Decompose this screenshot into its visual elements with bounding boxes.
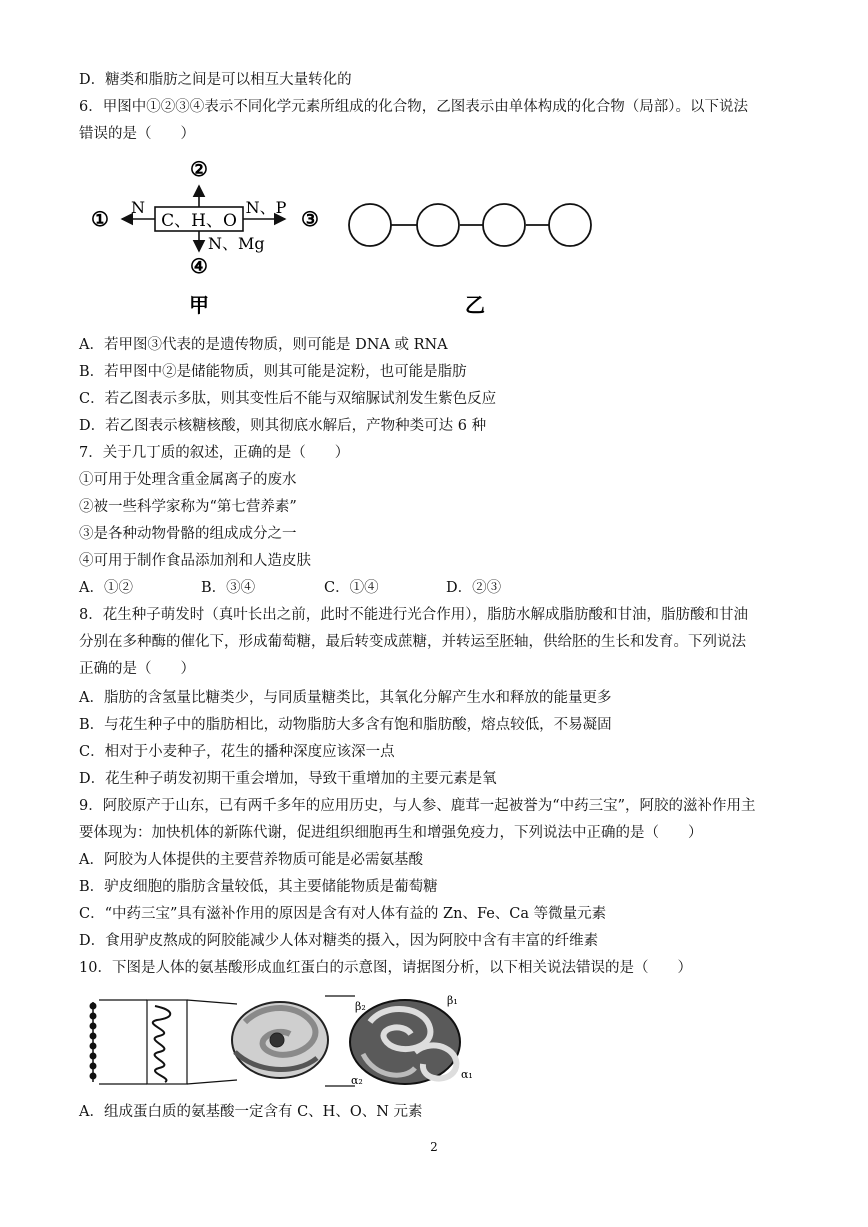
q7-option-a: A．①② <box>79 580 133 596</box>
caption-jia: 甲 <box>189 293 209 317</box>
label-1: ① <box>91 207 109 231</box>
q9-stem-line1: 9．阿胶原产于山东，已有两千多年的应用历史，与人参、鹿茸一起被誉为“中药三宝”，阿胶的滋补作用主 <box>79 798 756 814</box>
q8-option-b: B．与花生种子中的脂肪相比，动物脂肪大多含有饱和脂肪酸，熔点较低，不易凝固 <box>79 717 612 733</box>
beta2-label: β₂ <box>355 1000 366 1013</box>
q7-item-3: ③是各种动物骨骼的组成成分之一 <box>79 526 297 542</box>
beta1-label: β₁ <box>447 994 458 1007</box>
q8-option-c: C．相对于小麦种子，花生的播种深度应该深一点 <box>79 744 395 760</box>
q6-stem-line1: 6．甲图中①②③④表示不同化学元素所组成的化合物，乙图表示由单体构成的化合物（局部）。以下说法 <box>79 99 748 115</box>
q6-option-d: D．若乙图表示核糖核酸，则其彻底水解后，产物种类可达 6 种 <box>79 418 487 434</box>
q7-options <box>79 578 501 598</box>
page-number: 2 <box>430 1140 438 1154</box>
q9-option-b: B．驴皮细胞的脂肪含量较低，其主要储能物质是葡萄糖 <box>79 879 438 895</box>
q9-option-d: D．食用驴皮熬成的阿胶能减少人体对糖类的摄入，因为阿胶中含有丰富的纤维素 <box>79 933 599 949</box>
q8-stem-line1: 8．花生种子萌发时（真叶长出之前，此时不能进行光合作用），脂肪水解成脂肪酸和甘油，脂肪酸和甘油 <box>79 607 748 623</box>
arrow-right-label: N、P <box>245 198 287 217</box>
q6-option-b: B．若甲图中②是储能物质，则其可能是淀粉，也可能是脂肪 <box>79 364 467 380</box>
label-2: ② <box>190 157 208 181</box>
folded-subunit <box>232 1002 328 1078</box>
caption-yi: 乙 <box>465 293 485 317</box>
q6-option-c: C．若乙图表示多肽，则其变性后不能与双缩脲试剂发生紫色反应 <box>79 391 497 407</box>
q9-option-c: C．“中药三宝”具有滋补作用的原因是含有对人体有益的 Zn、Fe、Ca 等微量元素 <box>79 906 607 922</box>
q10-hemoglobin-figure <box>85 992 485 1090</box>
q7-option-b: B．③④ <box>201 580 256 596</box>
q8-option-d: D．花生种子萌发初期干重会增加，导致干重增加的主要元素是氧 <box>79 771 497 787</box>
label-3: ③ <box>301 207 319 231</box>
amino-acid-chain <box>90 1002 97 1082</box>
q8-stem-line3: 正确的是（ ） <box>79 661 195 677</box>
center-label: C、H、O <box>161 211 237 231</box>
monomer-2 <box>417 204 459 246</box>
q6-figure-yi <box>345 195 605 325</box>
q7-item-2: ②被一些科学家称为“第七营养素” <box>79 499 297 515</box>
q10-option-a: A．组成蛋白质的氨基酸一定含有 C、H、O、N 元素 <box>79 1104 423 1120</box>
q8-option-a: A．脂肪的含氢量比糖类少，与同质量糖类比，其氧化分解产生水和释放的能量更多 <box>79 690 612 706</box>
q9-stem-line2: 要体现为：加快机体的新陈代谢，促进组织细胞再生和增强免疫力，下列说法中正确的是（ ） <box>79 825 703 841</box>
alpha1-label: α₁ <box>461 1068 473 1081</box>
monomer-4 <box>549 204 591 246</box>
q7-item-1: ①可用于处理含重金属离子的废水 <box>79 472 297 488</box>
q7-item-4: ④可用于制作食品添加剂和人造皮肤 <box>79 553 311 569</box>
q5-option-d: D．糖类和脂肪之间是可以相互大量转化的 <box>79 72 352 88</box>
q6-figure-jia <box>80 150 340 320</box>
arrow-left-label: N <box>131 198 145 217</box>
q9-option-a: A．阿胶为人体提供的主要营养物质可能是必需氨基酸 <box>79 852 423 868</box>
hemoglobin-tetramer <box>350 1000 460 1084</box>
label-4: ④ <box>190 254 208 278</box>
q8-stem-line2: 分别在多种酶的催化下，形成葡萄糖，最后转变成蔗糖，并转运至胚轴，供给胚的生长和发育。下列说法 <box>79 634 746 650</box>
q7-stem: 7．关于几丁质的叙述，正确的是（ ） <box>79 445 350 461</box>
q10-stem: 10．下图是人体的氨基酸形成血红蛋白的示意图，请据图分析，以下相关说法错误的是（ ） <box>79 960 692 976</box>
arrow-down-label: N、Mg <box>208 234 265 253</box>
q6-stem-line2: 错误的是（ ） <box>79 126 195 142</box>
monomer-1 <box>349 204 391 246</box>
q6-option-a: A．若甲图③代表的是遗传物质，则可能是 DNA 或 RNA <box>79 337 448 353</box>
monomer-3 <box>483 204 525 246</box>
q7-option-c: C．①④ <box>324 580 379 596</box>
alpha2-label: α₂ <box>351 1074 363 1087</box>
alpha-helix <box>153 1006 170 1082</box>
q7-option-d: D．②③ <box>446 580 502 596</box>
